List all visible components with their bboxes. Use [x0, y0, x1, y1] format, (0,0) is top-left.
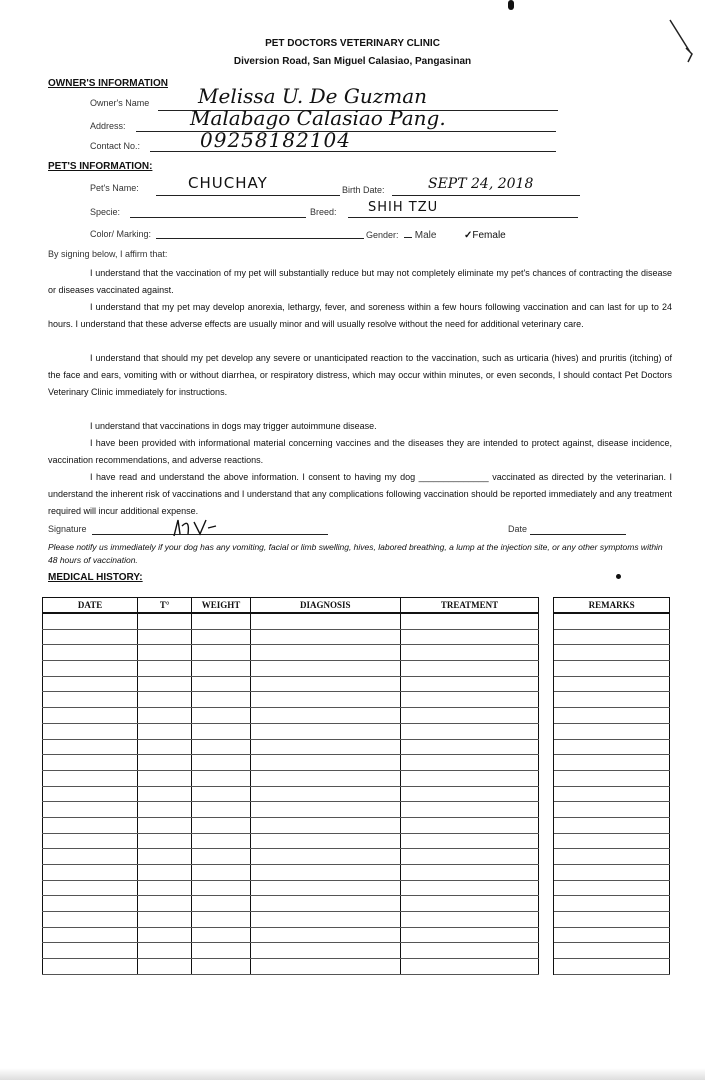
- table-cell: [192, 927, 250, 943]
- signature-label: Signature: [48, 524, 87, 534]
- table-row: [43, 645, 670, 661]
- table-cell: [250, 613, 400, 629]
- table-row: [43, 849, 670, 865]
- column-gap: [539, 755, 554, 771]
- table-cell: [43, 613, 138, 629]
- table-cell: [138, 723, 192, 739]
- table-cell: [554, 927, 670, 943]
- birth-date-label: Birth Date:: [342, 185, 385, 195]
- table-cell: [250, 943, 400, 959]
- address-value: Malabago Calasiao Pang.: [190, 106, 446, 130]
- table-cell: [192, 833, 250, 849]
- table-cell: [138, 692, 192, 708]
- table-cell: [43, 755, 138, 771]
- breed-line: [348, 217, 578, 218]
- medical-history-table: [42, 597, 670, 975]
- table-cell: [400, 723, 538, 739]
- table-cell: [250, 786, 400, 802]
- table-cell: [400, 692, 538, 708]
- table-cell: [192, 817, 250, 833]
- table-cell: [400, 927, 538, 943]
- table-cell: [554, 912, 670, 928]
- table-cell: [43, 629, 138, 645]
- table-row: [43, 692, 670, 708]
- table-row: [43, 613, 670, 629]
- table-cell: [192, 959, 250, 975]
- table-row: [43, 865, 670, 881]
- table-cell: [138, 786, 192, 802]
- table-cell: [192, 880, 250, 896]
- table-cell: [400, 912, 538, 928]
- column-gap: [539, 676, 554, 692]
- table-cell: [192, 613, 250, 629]
- table-cell: [43, 880, 138, 896]
- table-cell: [138, 676, 192, 692]
- table-cell: [400, 755, 538, 771]
- table-row: [43, 817, 670, 833]
- table-cell: [250, 692, 400, 708]
- gender-female-option: ✓Female: [464, 230, 506, 241]
- column-gap: [539, 739, 554, 755]
- pet-name-value: CHUCHAY: [188, 174, 268, 192]
- date-label: Date: [508, 524, 528, 534]
- table-cell: [43, 676, 138, 692]
- table-row: [43, 676, 670, 692]
- table-row: [43, 786, 670, 802]
- table-cell: [554, 739, 670, 755]
- gender-label: Gender:: [366, 230, 399, 240]
- table-cell: [138, 645, 192, 661]
- table-cell: [554, 880, 670, 896]
- table-cell: [138, 755, 192, 771]
- consent-paragraph-1: I understand that the vaccination of my pet will substantially reduce but may not completely eliminate my pet's chances of contracting the disease or diseases vaccinated against.: [48, 268, 672, 295]
- color-marking-label: Color/ Marking:: [90, 229, 152, 239]
- table-cell: [192, 786, 250, 802]
- table-cell: [43, 865, 138, 881]
- table-cell: [138, 802, 192, 818]
- table-cell: [192, 849, 250, 865]
- table-cell: [554, 661, 670, 677]
- table-cell: [554, 833, 670, 849]
- table-cell: [250, 833, 400, 849]
- table-cell: [554, 708, 670, 724]
- table-cell: [138, 770, 192, 786]
- column-gap: [539, 723, 554, 739]
- table-cell: [43, 708, 138, 724]
- table-cell: [250, 739, 400, 755]
- table-cell: [554, 817, 670, 833]
- column-gap: [539, 708, 554, 724]
- table-cell: [554, 896, 670, 912]
- pen-dot: [616, 574, 621, 579]
- table-cell: [138, 739, 192, 755]
- contact-value: 09258182104: [200, 128, 351, 152]
- table-cell: [192, 865, 250, 881]
- column-gap: [539, 865, 554, 881]
- column-header-date: DATE: [43, 598, 138, 614]
- page-edge: [0, 1068, 705, 1080]
- table-cell: [554, 692, 670, 708]
- table-cell: [250, 629, 400, 645]
- consent-paragraph-3: I understand that should my pet develop any severe or unanticipated reaction to the vaccination, such as urticaria (hives) and pruritis (itching) of the face and ears, vomiting with or without diarrhea, or respiratory distress, which may occur within minutes, or even seconds, I should contact Pet Doctors Veterinary Clinic immediately for instructions.: [48, 353, 672, 397]
- column-header-temperature: T°: [138, 598, 192, 614]
- clinic-address: Diversion Road, San Miguel Calasiao, Pangasinan: [233, 56, 472, 67]
- table-cell: [554, 770, 670, 786]
- table-row: [43, 943, 670, 959]
- table-cell: [250, 676, 400, 692]
- table-cell: [43, 645, 138, 661]
- owner-section-title: OWNER'S INFORMATION: [48, 78, 168, 89]
- table-cell: [138, 817, 192, 833]
- table-cell: [43, 927, 138, 943]
- table-cell: [250, 708, 400, 724]
- table-cell: [400, 849, 538, 865]
- column-gap: [539, 943, 554, 959]
- table-cell: [400, 880, 538, 896]
- table-row: [43, 661, 670, 677]
- date-line: [530, 534, 626, 535]
- table-cell: [554, 943, 670, 959]
- specie-label: Specie:: [90, 207, 121, 217]
- table-row: [43, 802, 670, 818]
- table-cell: [192, 629, 250, 645]
- consent-paragraph-4: I understand that vaccinations in dogs may trigger autoimmune disease.: [90, 421, 377, 431]
- table-cell: [400, 739, 538, 755]
- table-cell: [192, 802, 250, 818]
- table-cell: [192, 676, 250, 692]
- column-gap: [539, 927, 554, 943]
- column-gap: [539, 770, 554, 786]
- table-cell: [43, 786, 138, 802]
- birth-date-line: [392, 195, 580, 196]
- consent-paragraph-6: I have read and understand the above information. I consent to having my dog ______________ vaccinated as directed by the veterinarian. I understand the inherent risk of vaccinations and I understand that any complications following vaccination should be reported immediately and any treatment required will incur additional expense.: [48, 472, 672, 516]
- owner-name-label: Owner's Name: [90, 98, 150, 108]
- table-cell: [192, 708, 250, 724]
- table-cell: [138, 927, 192, 943]
- column-header-weight: WEIGHT: [192, 598, 250, 614]
- table-cell: [138, 943, 192, 959]
- table-cell: [400, 661, 538, 677]
- table-cell: [250, 802, 400, 818]
- table-row: [43, 770, 670, 786]
- color-marking-line: [156, 238, 364, 239]
- clinic-name: PET DOCTORS VETERINARY CLINIC: [265, 38, 440, 49]
- table-cell: [43, 849, 138, 865]
- table-cell: [138, 959, 192, 975]
- table-cell: [138, 865, 192, 881]
- table-cell: [192, 661, 250, 677]
- column-gap: [539, 629, 554, 645]
- table-cell: [192, 770, 250, 786]
- table-cell: [250, 896, 400, 912]
- table-cell: [192, 912, 250, 928]
- table-cell: [400, 817, 538, 833]
- table-cell: [400, 676, 538, 692]
- column-gap: [539, 896, 554, 912]
- specie-line: [130, 217, 306, 218]
- table-cell: [43, 817, 138, 833]
- table-cell: [400, 629, 538, 645]
- table-cell: [192, 739, 250, 755]
- table-cell: [250, 723, 400, 739]
- table-cell: [554, 645, 670, 661]
- table-row: [43, 912, 670, 928]
- column-gap: [539, 613, 554, 629]
- table-cell: [138, 708, 192, 724]
- notice-text: Please notify us immediately if your dog has any vomiting, facial or limb swelling, hives, labored breathing, a lump at the injection site, or any other symptoms within 48 hours of vaccination.: [48, 542, 663, 565]
- table-cell: [250, 645, 400, 661]
- signature-scribble: [170, 516, 220, 540]
- check-mark-icon: ✓: [464, 230, 473, 241]
- table-row: [43, 708, 670, 724]
- table-row: [43, 629, 670, 645]
- table-row: [43, 723, 670, 739]
- table-cell: [554, 865, 670, 881]
- table-cell: [554, 613, 670, 629]
- table-cell: [400, 645, 538, 661]
- table-cell: [138, 629, 192, 645]
- table-cell: [400, 708, 538, 724]
- table-cell: [43, 802, 138, 818]
- table-cell: [554, 849, 670, 865]
- column-gap: [539, 661, 554, 677]
- table-cell: [250, 661, 400, 677]
- table-cell: [250, 880, 400, 896]
- table-cell: [43, 833, 138, 849]
- table-cell: [43, 770, 138, 786]
- table-cell: [250, 849, 400, 865]
- column-header-remarks: REMARKS: [554, 598, 670, 614]
- contact-label: Contact No.:: [90, 141, 141, 151]
- column-gap: [539, 912, 554, 928]
- breed-label: Breed:: [310, 207, 337, 217]
- table-cell: [400, 959, 538, 975]
- pet-section-title: PET'S INFORMATION:: [48, 161, 153, 172]
- pet-name-line: [156, 195, 340, 196]
- table-cell: [138, 880, 192, 896]
- column-gap: [539, 645, 554, 661]
- table-cell: [43, 912, 138, 928]
- consent-paragraph-2: I understand that my pet may develop anorexia, lethargy, fever, and soreness within a few hours following vaccination and can last for up to 24 hours. I understand that these adverse effects are usually minor and will usually resolve without the need for additional veterinary care.: [48, 302, 672, 329]
- table-row: [43, 739, 670, 755]
- table-cell: [400, 896, 538, 912]
- table-row: [43, 833, 670, 849]
- table-cell: [400, 613, 538, 629]
- table-cell: [43, 896, 138, 912]
- table-cell: [192, 896, 250, 912]
- table-row: [43, 755, 670, 771]
- table-header-row: [43, 598, 670, 614]
- table-cell: [554, 802, 670, 818]
- owner-name-value: Melissa U. De Guzman: [198, 84, 428, 108]
- table-row: [43, 927, 670, 943]
- consent-paragraph-5: I have been provided with informational material concerning vaccines and the diseases they are intended to protect against, disease incidence, vaccination recommendations, and adverse reactions.: [48, 438, 672, 465]
- corner-scribble: [668, 18, 698, 68]
- column-gap: [539, 833, 554, 849]
- table-cell: [138, 849, 192, 865]
- table-cell: [400, 943, 538, 959]
- pen-mark: [508, 0, 514, 10]
- table-cell: [192, 943, 250, 959]
- table-cell: [192, 723, 250, 739]
- table-cell: [43, 661, 138, 677]
- table-cell: [400, 865, 538, 881]
- table-row: [43, 896, 670, 912]
- column-gap: [539, 959, 554, 975]
- birth-date-value: SEPT 24, 2018: [428, 176, 534, 192]
- column-header-diagnosis: DIAGNOSIS: [250, 598, 400, 614]
- address-label: Address:: [90, 121, 126, 131]
- table-cell: [554, 723, 670, 739]
- table-cell: [554, 629, 670, 645]
- table-cell: [43, 739, 138, 755]
- column-gap: [539, 802, 554, 818]
- medical-history-title: MEDICAL HISTORY:: [48, 572, 143, 583]
- column-gap: [539, 786, 554, 802]
- table-cell: [250, 959, 400, 975]
- table-cell: [138, 833, 192, 849]
- table-cell: [192, 692, 250, 708]
- table-cell: [43, 943, 138, 959]
- table-row: [43, 959, 670, 975]
- table-cell: [400, 833, 538, 849]
- table-cell: [138, 661, 192, 677]
- table-cell: [250, 927, 400, 943]
- column-gap: [539, 817, 554, 833]
- table-cell: [554, 676, 670, 692]
- table-cell: [250, 755, 400, 771]
- table-cell: [43, 723, 138, 739]
- table-cell: [554, 755, 670, 771]
- table-cell: [138, 912, 192, 928]
- table-cell: [250, 770, 400, 786]
- affirm-intro: By signing below, I affirm that:: [48, 249, 168, 259]
- column-gap: [539, 692, 554, 708]
- column-gap: [539, 598, 554, 614]
- table-cell: [138, 896, 192, 912]
- table-cell: [43, 959, 138, 975]
- table-cell: [43, 692, 138, 708]
- column-gap: [539, 849, 554, 865]
- gender-male-option: Male: [404, 230, 436, 241]
- table-cell: [250, 865, 400, 881]
- pet-name-label: Pet's Name:: [90, 183, 139, 193]
- table-cell: [192, 755, 250, 771]
- table-cell: [250, 817, 400, 833]
- column-header-treatment: TREATMENT: [400, 598, 538, 614]
- table-cell: [138, 613, 192, 629]
- table-row: [43, 880, 670, 896]
- table-cell: [192, 645, 250, 661]
- table-cell: [250, 912, 400, 928]
- breed-value: SHIH TZU: [368, 200, 439, 215]
- table-cell: [400, 770, 538, 786]
- table-cell: [400, 802, 538, 818]
- table-cell: [554, 959, 670, 975]
- column-gap: [539, 880, 554, 896]
- table-cell: [400, 786, 538, 802]
- table-cell: [554, 786, 670, 802]
